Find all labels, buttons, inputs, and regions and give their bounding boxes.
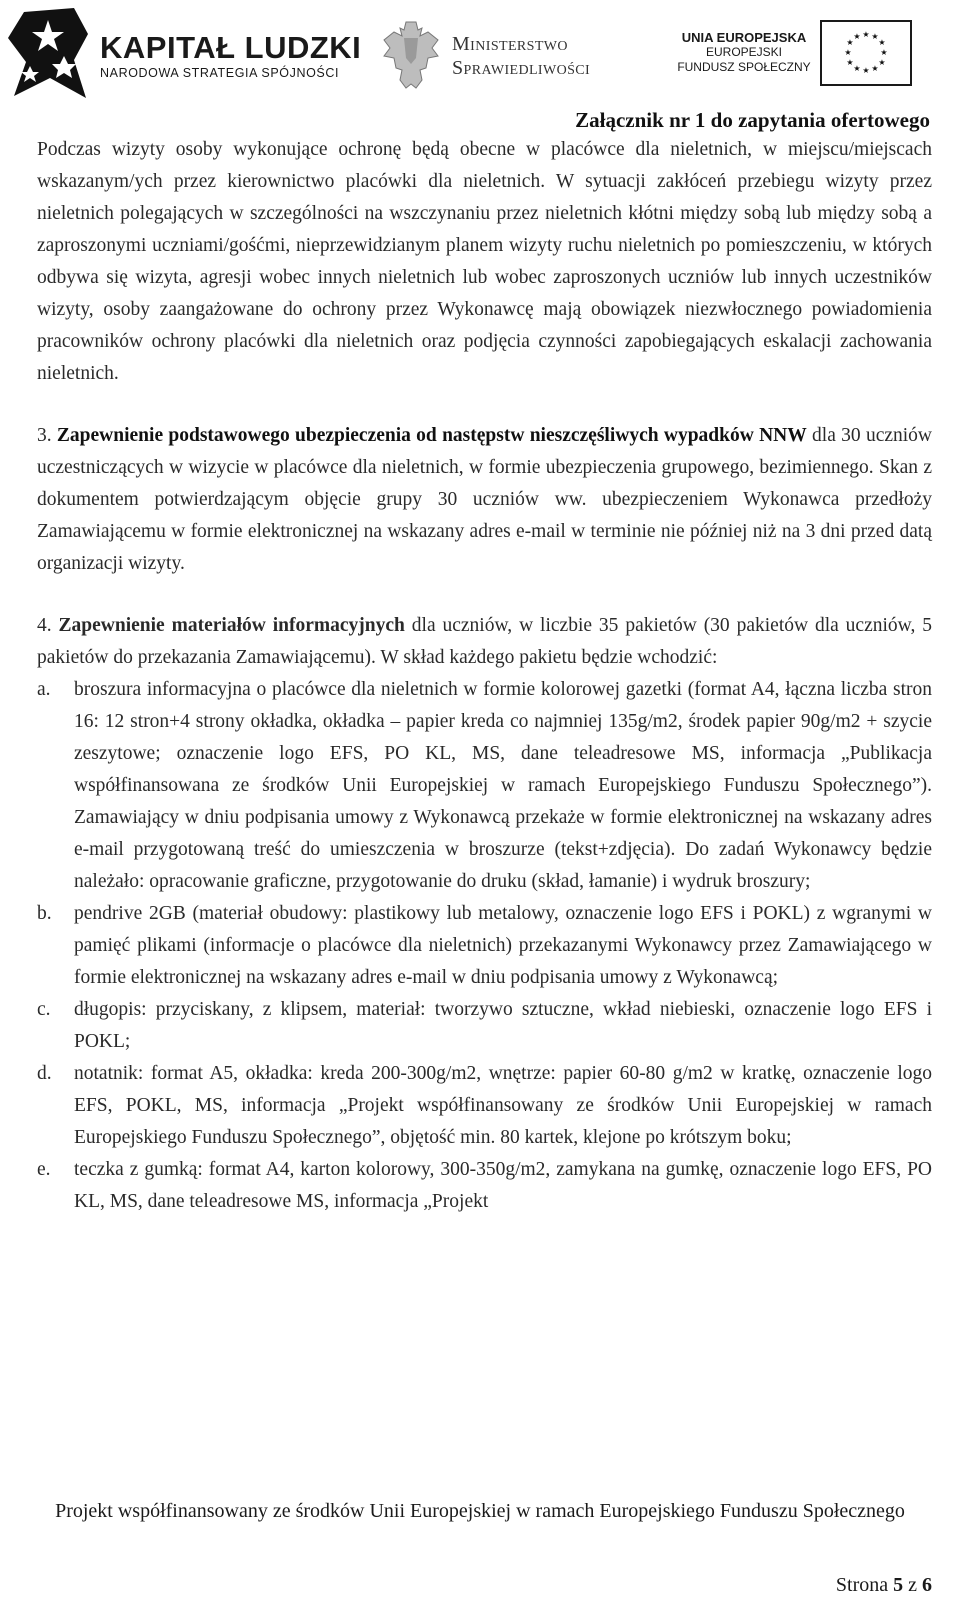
list-item-text: notatnik: format A5, okładka: kreda 200-300g/m2, wnętrze: papier 60-80 g/m2 w kratkę, oznaczenie logo EFS, POKL, MS, informacja „Projekt współfinansowany ze środków Unii Europejskiej w ramach Europejskiego Funduszu Społecznego”, objętość min. 80 kartek, klejone po krótszym boku;: [74, 1063, 932, 1148]
svg-text:★: ★: [853, 32, 861, 41]
ministry-line-1: Ministerstwo: [452, 33, 568, 55]
kapital-ludzki-logo-icon: [4, 4, 94, 102]
list-item-text: pendrive 2GB (materiał obudowy: plastikowy lub metalowy, oznaczenie logo EFS i POKL) z wgranymi w pamięć plikami (informacje o placówce dla nieletnich) przekazanymi Wykonawcy przez Zamawiającego w formie elektronicznej na wskazany adres e-mail w dniu podpisania umowy z Wykonawcą;: [74, 903, 932, 988]
section-4-number: 4.: [37, 615, 52, 636]
list-item-letter: b.: [37, 903, 52, 924]
kl-title: KAPITAŁ LUDZKI: [100, 30, 362, 65]
eu-wordmark: [670, 30, 818, 75]
ministry-wordmark: [452, 32, 590, 80]
eu-line-3: FUNDUSZ SPOŁECZNY: [677, 60, 811, 74]
list-item-letter: d.: [37, 1063, 52, 1084]
eu-line-2: EUROPEJSKI: [705, 45, 783, 59]
page-word: Strona: [835, 1574, 889, 1596]
section-3-heading: Zapewnienie podstawowego ubezpieczenia od następstw nieszczęśliwych wypadków NNW: [56, 425, 807, 446]
eu-line-1: UNIA EUROPEJSKA: [681, 30, 807, 45]
page-total: 6: [922, 1574, 932, 1596]
list-item: [37, 898, 932, 994]
list-item: [37, 674, 932, 898]
svg-text:★: ★: [871, 64, 879, 73]
package-items-list: [37, 674, 932, 1218]
section-3: [37, 420, 932, 580]
list-item-text: broszura informacyjna o placówce dla nieletnich w formie kolorowej gazetki (format A4, łączna liczba stron 16: 12 stron+4 strony okładka, okładka – papier kreda co najmniej 135g/m2, środek papier 90g/m2 + szycie zeszytowe; oznaczenie logo EFS, PO KL, MS, dane teleadresowe MS, informacja „Publikacja współfinansowana ze środków Unii Europejskiej w ramach Europejskiego Funduszu Społecznego”). Zamawiający w dniu podpisania umowy z Wykonawcą przekaże w formie elektronicznej na wskazany adres e-mail przygotowaną treść do umieszczenia w broszurze (tekst+zdjęcia). Do zadań Wykonawcy będzie należało: opracowanie graficzne, przygotowanie do druku (skład, łamanie) i wydruk broszury;: [74, 679, 932, 892]
document-header: [0, 0, 960, 110]
eu-flag-icon: [820, 20, 912, 86]
page-current: 5: [893, 1574, 904, 1596]
svg-text:★: ★: [846, 38, 854, 47]
list-item-letter: c.: [37, 999, 51, 1020]
list-item-letter: a.: [37, 679, 51, 700]
section-4-text: dla uczniów, w liczbie 35 pakietów (30 pakietów dla uczniów, 5 pakietów do przekazania Zamawiającemu). W skład każdego pakietu będzie wchodzić:: [37, 615, 933, 668]
polish-eagle-icon: [382, 18, 440, 92]
intro-paragraph: Podczas wizyty osoby wykonujące ochronę będą obecne w placówce dla nieletnich, w miejscu/miejscach wskazanym/ych przez kierownictwo placówki dla nieletnich. W sytuacji zakłóceń przebiegu wizyty przez nieletnich polegających w szczególności na wszczynaniu przez nieletnich kłótni między sobą lub między sobą a zaproszonymi uczniami/gośćmi, nieprzewidzianym planem wizyty ruchu nieletnich po pomieszczeniu, w których odbywa się wizyta, agresji wobec innych nieletnich lub wobec zaproszonych uczniów lub innych uczestników wizyty, osoby zaangażowane do ochrony przez Wykonawcę mają obowiązek niezwłocznego powiadomienia pracowników ochrony placówki dla nieletnich oraz podjęcia czynności zapobiegających eskalacji zachowania nieletnich.: [37, 139, 932, 384]
list-item: [37, 1154, 932, 1218]
section-3-number: 3.: [37, 425, 52, 446]
svg-text:★: ★: [846, 58, 854, 67]
section-3-text: dla 30 uczniów uczestniczących w wizycie w placówce dla nieletnich, w formie ubezpieczenia grupowego, bezimiennego. Skan z dokumentem potwierdzającym objęcie grupy 30 uczniów ww. ubezpieczeniem Wykonawca przedłoży Zamawiającemu w formie elektronicznej na wskazany adres e-mail w terminie nie później niż na 3 dni przed datą organizacji wizyty.: [37, 425, 933, 574]
list-item-letter: e.: [37, 1159, 51, 1180]
page-sep: z: [908, 1574, 917, 1596]
list-item-text: długopis: przyciskany, z klipsem, materiał: tworzywo sztuczne, wkład niebieski, oznaczenie logo EFS i POKL;: [74, 999, 932, 1052]
kapital-ludzki-wordmark: [100, 32, 361, 80]
section-4-heading: Zapewnienie materiałów informacyjnych: [58, 615, 405, 636]
svg-text:★: ★: [862, 66, 870, 75]
annex-title: Załącznik nr 1 do zapytania ofertowego: [575, 108, 930, 132]
svg-text:★: ★: [844, 48, 852, 57]
svg-text:★: ★: [878, 58, 886, 67]
list-item-text: teczka z gumką: format A4, karton kolorowy, 300-350g/m2, zamykana na gumkę, oznaczenie logo EFS, PO KL, MS, dane teleadresowe MS, informacja „Projekt: [74, 1159, 932, 1212]
svg-text:★: ★: [878, 38, 886, 47]
footer-cofinancing-note: Projekt współfinansowany ze środków Unii Europejskiej w ramach Europejskiego Funduszu Społecznego: [55, 1500, 905, 1522]
kl-subtitle: NARODOWA STRATEGIA SPÓJNOŚCI: [100, 66, 340, 80]
svg-text:★: ★: [853, 64, 861, 73]
svg-text:★: ★: [880, 48, 888, 57]
list-item: [37, 994, 932, 1058]
ministry-line-2: Sprawiedliwości: [452, 57, 591, 79]
page-number: [836, 1574, 932, 1597]
eu-stars-icon: [822, 22, 910, 84]
svg-text:★: ★: [871, 32, 879, 41]
list-item: [37, 1058, 932, 1154]
section-4: [37, 610, 932, 674]
document-body: [37, 134, 932, 1218]
svg-text:★: ★: [862, 30, 870, 39]
